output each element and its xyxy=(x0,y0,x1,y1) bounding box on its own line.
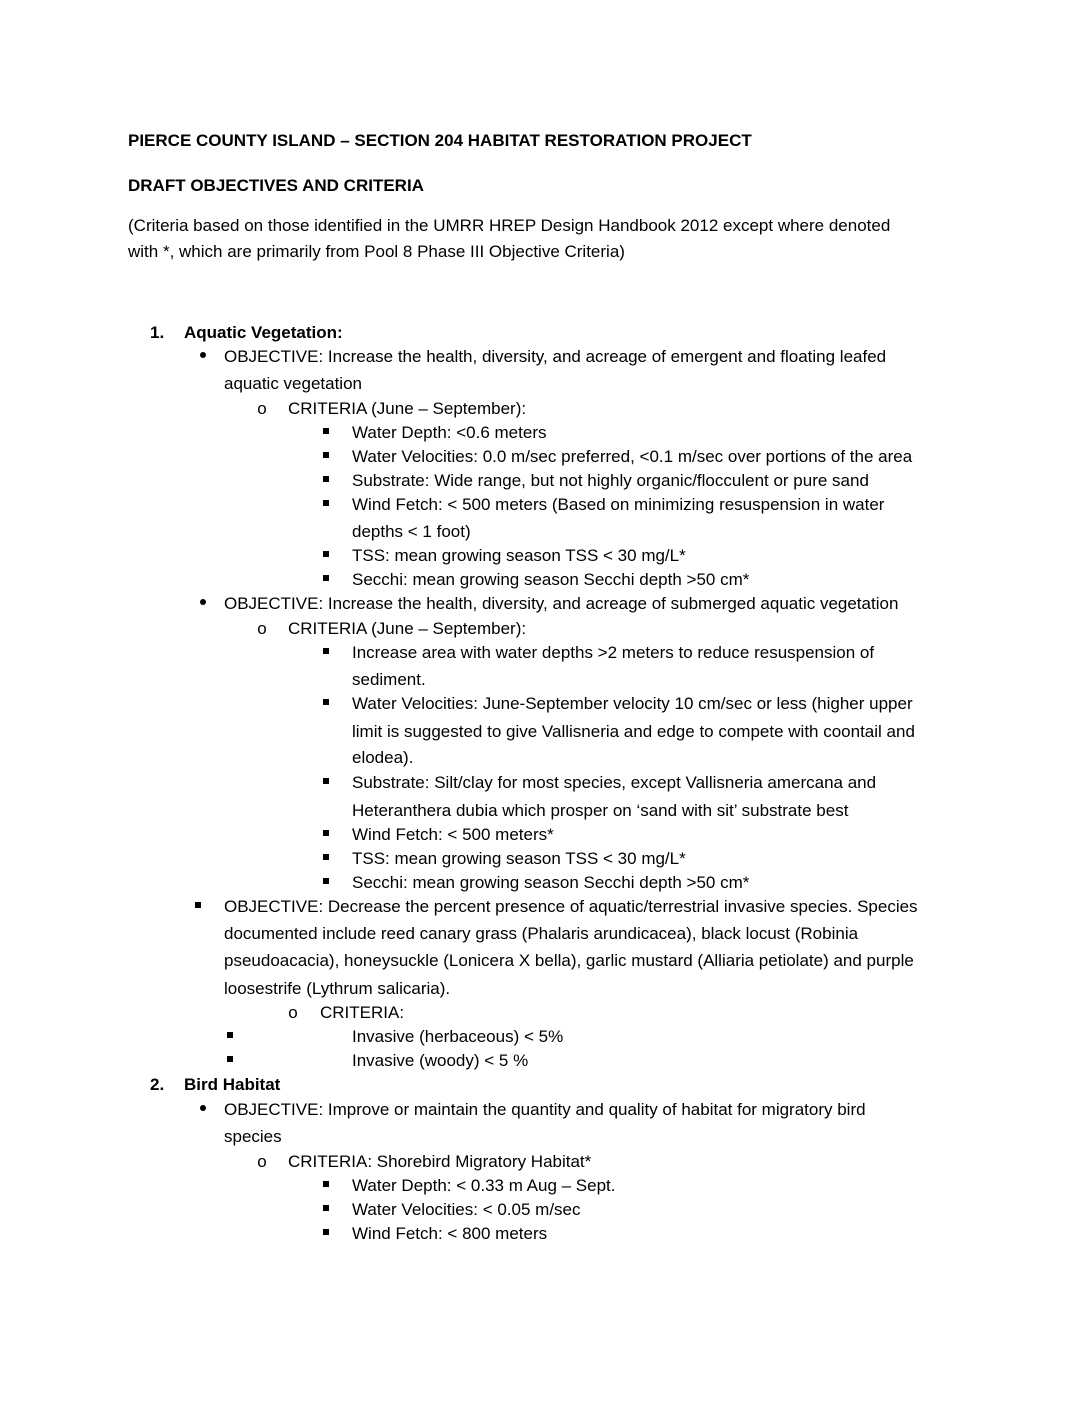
criteria-item: TSS: mean growing season TSS < 30 mg/L* xyxy=(352,546,686,565)
criteria-item: Water Velocities: June-September velocity 10 cm/sec or less (higher upper xyxy=(352,694,913,713)
square-bullet-icon xyxy=(323,575,329,581)
criteria-item: Invasive (herbaceous) < 5% xyxy=(352,1027,564,1046)
criteria-label: CRITERIA: Shorebird Migratory Habitat* xyxy=(288,1152,592,1171)
criteria-item: Substrate: Wide range, but not highly organic/flocculent or pure sand xyxy=(352,471,869,490)
criteria-label: CRITERIA (June – September): xyxy=(288,619,527,638)
square-bullet-icon xyxy=(323,476,329,482)
sub-bullet-o-icon: o xyxy=(288,1003,298,1022)
square-bullet-icon xyxy=(323,551,329,557)
criteria-item-continued: sediment. xyxy=(352,670,426,689)
square-bullet-icon xyxy=(323,1229,329,1235)
section-2-number: 2. xyxy=(150,1075,165,1094)
objective-line: aquatic vegetation xyxy=(224,374,362,393)
section-1-number: 1. xyxy=(150,323,165,342)
square-bullet-icon xyxy=(323,699,329,705)
sub-bullet-o-icon: o xyxy=(257,1152,267,1171)
criteria-item: Water Velocities: < 0.05 m/sec xyxy=(352,1200,581,1219)
objective-line: species xyxy=(224,1127,282,1146)
document-subtitle: DRAFT OBJECTIVES AND CRITERIA xyxy=(128,176,424,195)
document-title: PIERCE COUNTY ISLAND – SECTION 204 HABITAT RESTORATION PROJECT xyxy=(128,131,752,150)
square-bullet-icon xyxy=(323,778,329,784)
criteria-item: Invasive (woody) < 5 % xyxy=(352,1051,529,1070)
criteria-item: Secchi: mean growing season Secchi depth >50 cm* xyxy=(352,570,750,589)
section-2-heading: Bird Habitat xyxy=(184,1075,281,1094)
square-bullet-icon xyxy=(323,500,329,506)
square-bullet-icon xyxy=(323,878,329,884)
criteria-item-continued: elodea). xyxy=(352,748,414,767)
objective-line: loosestrife (Lythrum salicaria). xyxy=(224,979,451,998)
intro-line-1: (Criteria based on those identified in the UMRR HREP Design Handbook 2012 except where denoted xyxy=(128,216,891,235)
intro-line-2: with *, which are primarily from Pool 8 Phase III Objective Criteria) xyxy=(128,242,625,261)
criteria-item: Secchi: mean growing season Secchi depth >50 cm* xyxy=(352,873,750,892)
criteria-label: CRITERIA: xyxy=(320,1003,405,1022)
square-bullet-icon xyxy=(323,854,329,860)
criteria-item-continued: limit is suggested to give Vallisneria and edge to compete with coontail and xyxy=(352,722,915,741)
criteria-item: Wind Fetch: < 500 meters (Based on minimizing resuspension in water xyxy=(352,495,885,514)
criteria-item: Water Depth: <0.6 meters xyxy=(352,423,547,442)
criteria-item: Increase area with water depths >2 meters to reduce resuspension of xyxy=(352,643,875,662)
square-bullet-icon xyxy=(323,830,329,836)
criteria-item: Water Depth: < 0.33 m Aug – Sept. xyxy=(352,1176,616,1195)
criteria-item: Wind Fetch: < 800 meters xyxy=(352,1224,548,1243)
criteria-item: TSS: mean growing season TSS < 30 mg/L* xyxy=(352,849,686,868)
criteria-item-continued: depths < 1 foot) xyxy=(352,522,471,541)
bullet-icon xyxy=(200,1105,206,1111)
objective-line: OBJECTIVE: Decrease the percent presence of aquatic/terrestrial invasive species. Species xyxy=(224,897,918,916)
criteria-item: Substrate: Silt/clay for most species, except Vallisneria amercana and xyxy=(352,773,877,792)
square-bullet-icon xyxy=(323,1205,329,1211)
square-bullet-icon xyxy=(323,452,329,458)
objective-line: OBJECTIVE: Increase the health, diversity, and acreage of submerged aquatic vegetation xyxy=(224,594,899,613)
criteria-item: Wind Fetch: < 500 meters* xyxy=(352,825,554,844)
bullet-icon xyxy=(200,599,206,605)
bullet-icon xyxy=(200,352,206,358)
square-bullet-icon xyxy=(323,648,329,654)
criteria-item-continued: Heteranthera dubia which prosper on ‘sand with sit’ substrate best xyxy=(352,801,849,820)
objective-line: OBJECTIVE: Improve or maintain the quantity and quality of habitat for migratory bird xyxy=(224,1100,866,1119)
criteria-item: Water Velocities: 0.0 m/sec preferred, <0.1 m/sec over portions of the area xyxy=(352,447,913,466)
section-1-heading: Aquatic Vegetation: xyxy=(184,323,343,342)
objective-line: documented include reed canary grass (Phalaris arundicacea), black locust (Robinia xyxy=(224,924,859,943)
objective-line: OBJECTIVE: Increase the health, diversity, and acreage of emergent and floating leafed xyxy=(224,347,887,366)
criteria-label: CRITERIA (June – September): xyxy=(288,399,527,418)
square-bullet-icon xyxy=(195,902,201,908)
square-bullet-icon xyxy=(323,428,329,434)
objective-line: pseudoacacia), honeysuckle (Lonicera X bella), garlic mustard (Alliaria petiolate) and purple xyxy=(224,951,914,970)
square-bullet-icon xyxy=(227,1056,233,1062)
square-bullet-icon xyxy=(227,1032,233,1038)
square-bullet-icon xyxy=(323,1181,329,1187)
sub-bullet-o-icon: o xyxy=(257,399,267,418)
sub-bullet-o-icon: o xyxy=(257,619,267,638)
